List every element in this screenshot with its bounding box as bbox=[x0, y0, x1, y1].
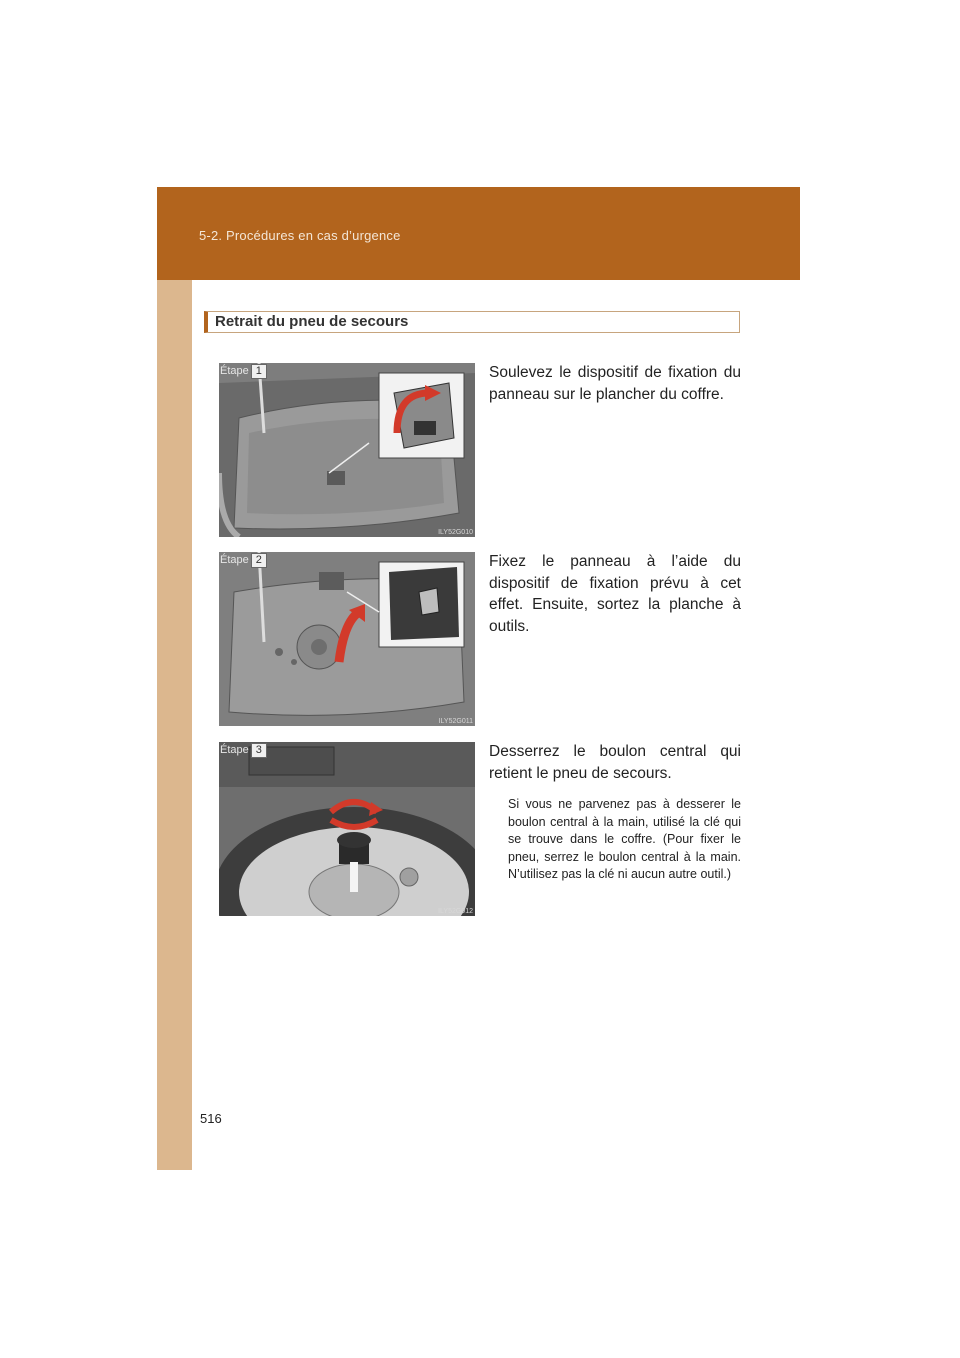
step-1-number: 1 bbox=[251, 364, 267, 379]
step-3-illustration bbox=[219, 742, 475, 916]
chapter-header bbox=[157, 187, 800, 280]
step-2-image-code: ILY52G011 bbox=[438, 718, 473, 725]
spare-tire-illustration bbox=[219, 742, 475, 916]
page-number: 516 bbox=[200, 1111, 222, 1126]
side-strip bbox=[157, 187, 192, 1170]
trunk-floor-illustration bbox=[219, 363, 475, 537]
step-2-number: 2 bbox=[251, 553, 267, 568]
step-3-image-code: ILY52G012 bbox=[438, 908, 473, 915]
step-2-illustration bbox=[219, 552, 475, 726]
step-3-text: Desserrez le boulon central qui retient le pneu de secours. bbox=[489, 743, 741, 782]
trunk-panel-illustration bbox=[219, 552, 475, 726]
step-2-text: Fixez le panneau à l’aide du dispositif de fixation prévu à cet effet. Ensuite, sortez la planche à outils. bbox=[489, 553, 741, 635]
step-1-image-code: ILY52G010 bbox=[438, 529, 473, 536]
step-2-tag bbox=[219, 552, 267, 568]
step-1-tag bbox=[219, 363, 267, 379]
step-2-label: Étape bbox=[220, 554, 249, 566]
section-heading bbox=[204, 311, 740, 333]
step-3-label: Étape bbox=[220, 744, 249, 756]
step-3-note: Si vous ne parvenez pas à desserer le boulon central à la main, utilisé la clé qui se trouve dans le coffre. (Pour fixer le pneu, serrez le boulon central à la main. N’utilisez pas la clé ni aucun autre outil.) bbox=[508, 797, 741, 881]
step-1-label: Étape bbox=[220, 365, 249, 377]
chapter-title: 5-2. Procédures en cas d’urgence bbox=[199, 228, 401, 243]
step-3-tag bbox=[219, 742, 267, 758]
section-title: Retrait du pneu de secours bbox=[215, 313, 409, 330]
step-1-illustration bbox=[219, 363, 475, 537]
step-1-text: Soulevez le dispositif de fixation du panneau sur le plancher du coffre. bbox=[489, 364, 741, 403]
step-3-number: 3 bbox=[251, 743, 267, 758]
